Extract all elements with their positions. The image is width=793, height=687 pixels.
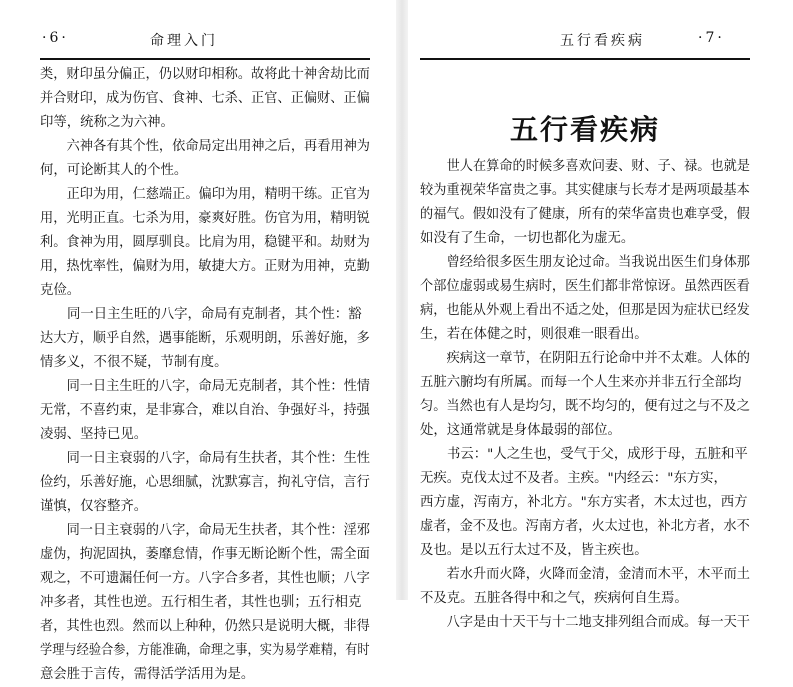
page-body-text <box>40 63 370 687</box>
text-line: 者，其性也烈。然而以上种种，仍然只是说明大概，非得 <box>40 619 370 634</box>
running-title: 五行看疾病 <box>560 33 645 49</box>
text-line: 同一日主衰弱的八字，命局有生扶者，其个性：生性 <box>66 451 370 466</box>
text-line: 用，热忱率性，偏财为用，敏捷大方。正财为用神，克勤 <box>40 259 370 274</box>
text-line: 无常，不喜约束，是非寡合，难以自治、争强好斗，持强 <box>40 403 370 418</box>
text-line: 观之，不可遗漏任何一方。八字合多者，其性也顺；八字 <box>40 571 370 586</box>
page-number: ·7· <box>698 30 725 46</box>
page-number: ·6· <box>42 30 69 46</box>
text-line: 病，也能从外观上看出不适之处，但那是因为症状已经发 <box>420 303 750 318</box>
text-line: 何，可论断其人的个性。 <box>40 163 188 178</box>
text-line: 八字是由十天干与十二地支排列组合而成。每一天干 <box>446 615 750 630</box>
text-line: 类，财印虽分偏正，仍以财印相称。故将此十神舍劫比而 <box>40 67 370 82</box>
text-line: 利。食神为用，圆厚驯良。比肩为用，稳键平和。劫财为 <box>40 235 370 250</box>
text-line: 并合财印，成为伤官、食神、七杀、正官、正偏财、正偏 <box>40 91 370 106</box>
text-line: 情多义，不很不疑，节制有度。 <box>40 355 228 370</box>
text-line: 虚伪，拘泥固执，萎靡怠情，作事无断论断个性，需全面 <box>40 547 370 562</box>
header-rule <box>40 58 370 60</box>
text-line: 学理与经验合参，方能准确，命理之事，实为易学难精，有时 <box>40 643 370 658</box>
text-line: 曾经给很多医生朋友论过命。当我说出医生们身体那 <box>446 255 750 270</box>
right-page <box>408 0 793 630</box>
text-line: 正印为用，仁慈端正。偏印为用，精明干练。正官为 <box>66 187 370 202</box>
text-line: 无疾。克伐太过不及者。主疾。"内经云："东方实， <box>420 471 727 486</box>
text-line: 克俭。 <box>40 283 81 298</box>
text-line: 疾病这一章节，在阴阳五行论命中并不太难。人体的 <box>446 351 750 366</box>
text-line: 个部位虚弱或易生病时，医生们都非常惊讶。虽然西医看 <box>420 279 750 294</box>
left-page <box>0 0 396 682</box>
text-line: 用，光明正直。七杀为用，豪爽好胜。伤官为用，精明锐 <box>40 211 370 226</box>
text-line: 五脏六腑均有所属。而每一个人生来亦并非五行全部均 <box>420 375 742 390</box>
chapter-title: 五行看疾病 <box>509 113 660 146</box>
text-line: 同一日主生旺的八字，命局有克制者，其个性：豁 <box>67 307 362 322</box>
text-line: 凌弱、坚持已见。 <box>40 427 148 442</box>
text-line: 匀。当然也有人是均匀，既不均匀的，便有过之与不及之 <box>420 399 750 414</box>
text-line: 较为重视荣华富贵之事。其实健康与长寿才是两项最基本 <box>420 183 750 198</box>
text-line: 意会胜于言传，需得活学活用为是。 <box>40 667 255 682</box>
text-line: 俭约，乐善好施，心思细腻，沈默寡言，拘礼守信，言行 <box>40 475 370 490</box>
book-gutter <box>396 0 408 600</box>
text-line: 的福气。假如没有了健康，所有的荣华富贵也难享受，假 <box>420 207 750 222</box>
text-line: 及也。是以五行太过不及，皆主疾也。 <box>420 543 648 558</box>
text-line: 同一日主生旺的八字，命局无克制者，其个性：性情 <box>66 379 370 394</box>
text-line: 冲多者，其性也逆。五行相生者，其性也驯；五行相克 <box>40 595 362 610</box>
text-line: 同一日主衰弱的八字，命局无生扶者，其个性：淫邪 <box>66 523 370 538</box>
text-line: 谨慎，仅容整齐。 <box>40 499 148 514</box>
text-line: 印等，统称之为六神。 <box>40 115 174 130</box>
text-line: 书云："人之生也，受气于父，成形于母，五脏和平 <box>447 447 748 462</box>
header-rule <box>420 58 750 60</box>
text-line: 不及克。五脏各得中和之气，疾病何自生焉。 <box>420 591 688 606</box>
text-line: 生，若在体健之时，则很难一眼看出。 <box>420 327 648 342</box>
text-line: 达大方，顺乎自然，遇事能断，乐观明朗，乐善好施，多 <box>40 331 370 346</box>
text-line: 六神各有其个性，依命局定出用神之后，再看用神为 <box>66 139 370 154</box>
running-title: 命理入门 <box>150 33 218 49</box>
text-line: 若水升而火降，火降而金清，金清而木平，木平而土 <box>446 567 750 582</box>
text-line: 世人在算命的时候多喜欢问妻、财、子、禄。也就是 <box>446 159 750 174</box>
text-line: 西方虚，泻南方，补北方。"东方实者，木太过也，西方 <box>420 495 748 510</box>
text-line: 如没有了生命，一切也都化为虚无。 <box>420 231 635 246</box>
page-body-text <box>420 155 750 635</box>
text-line: 处，这通常就是身体最弱的部位。 <box>420 423 621 438</box>
text-line: 虚者，金不及也。泻南方者，火太过也，补北方者，水不 <box>420 519 750 534</box>
